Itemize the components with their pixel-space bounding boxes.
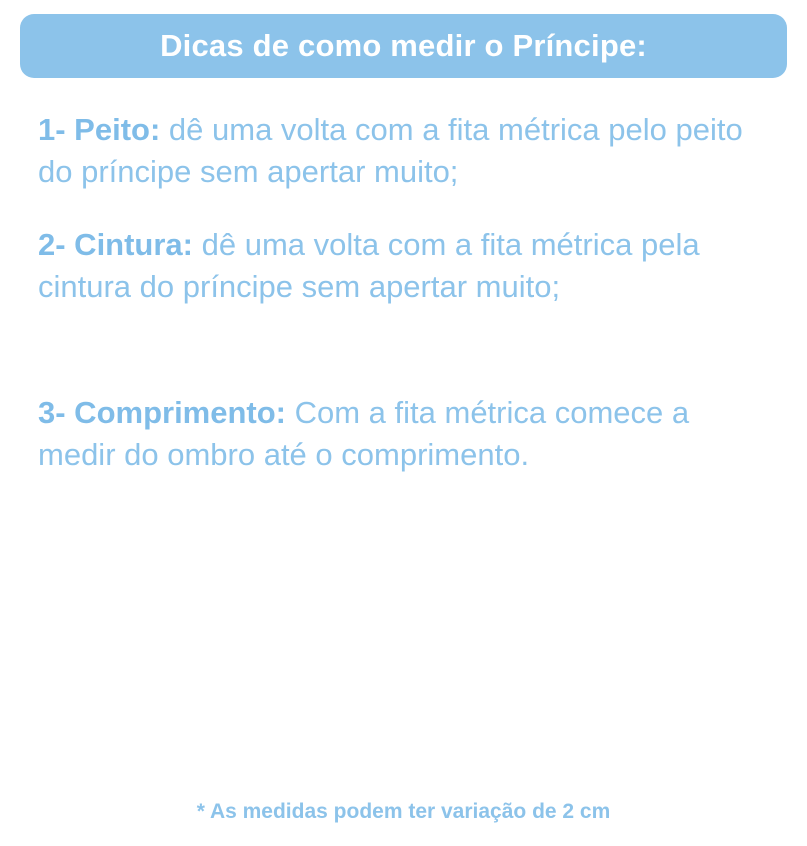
tip-label-comprimento: 3- Comprimento: bbox=[38, 394, 286, 430]
list-item bbox=[38, 109, 773, 193]
tips-list bbox=[38, 109, 773, 476]
footnote: * As medidas podem ter variação de 2 cm bbox=[196, 800, 611, 823]
list-item bbox=[38, 392, 773, 476]
spacer bbox=[38, 327, 773, 361]
tip-text-cintura: dê uma volta com a fita métrica pela cintura do príncipe sem apertar muito; bbox=[38, 227, 700, 305]
measurement-tips-card bbox=[0, 14, 807, 846]
list-item bbox=[38, 224, 773, 308]
tip-text-peito: dê uma volta com a fita métrica pelo peito do príncipe sem apertar muito; bbox=[38, 112, 743, 190]
header-banner bbox=[20, 14, 787, 78]
tip-text-comprimento: Com a fita métrica comece a medir do ombro até o comprimento. bbox=[38, 394, 690, 472]
tip-label-peito: 1- Peito: bbox=[38, 112, 161, 147]
tip-label-cintura: 2- Cintura: bbox=[38, 227, 193, 263]
page-title: Dicas de como medir o Príncipe: bbox=[160, 28, 647, 63]
